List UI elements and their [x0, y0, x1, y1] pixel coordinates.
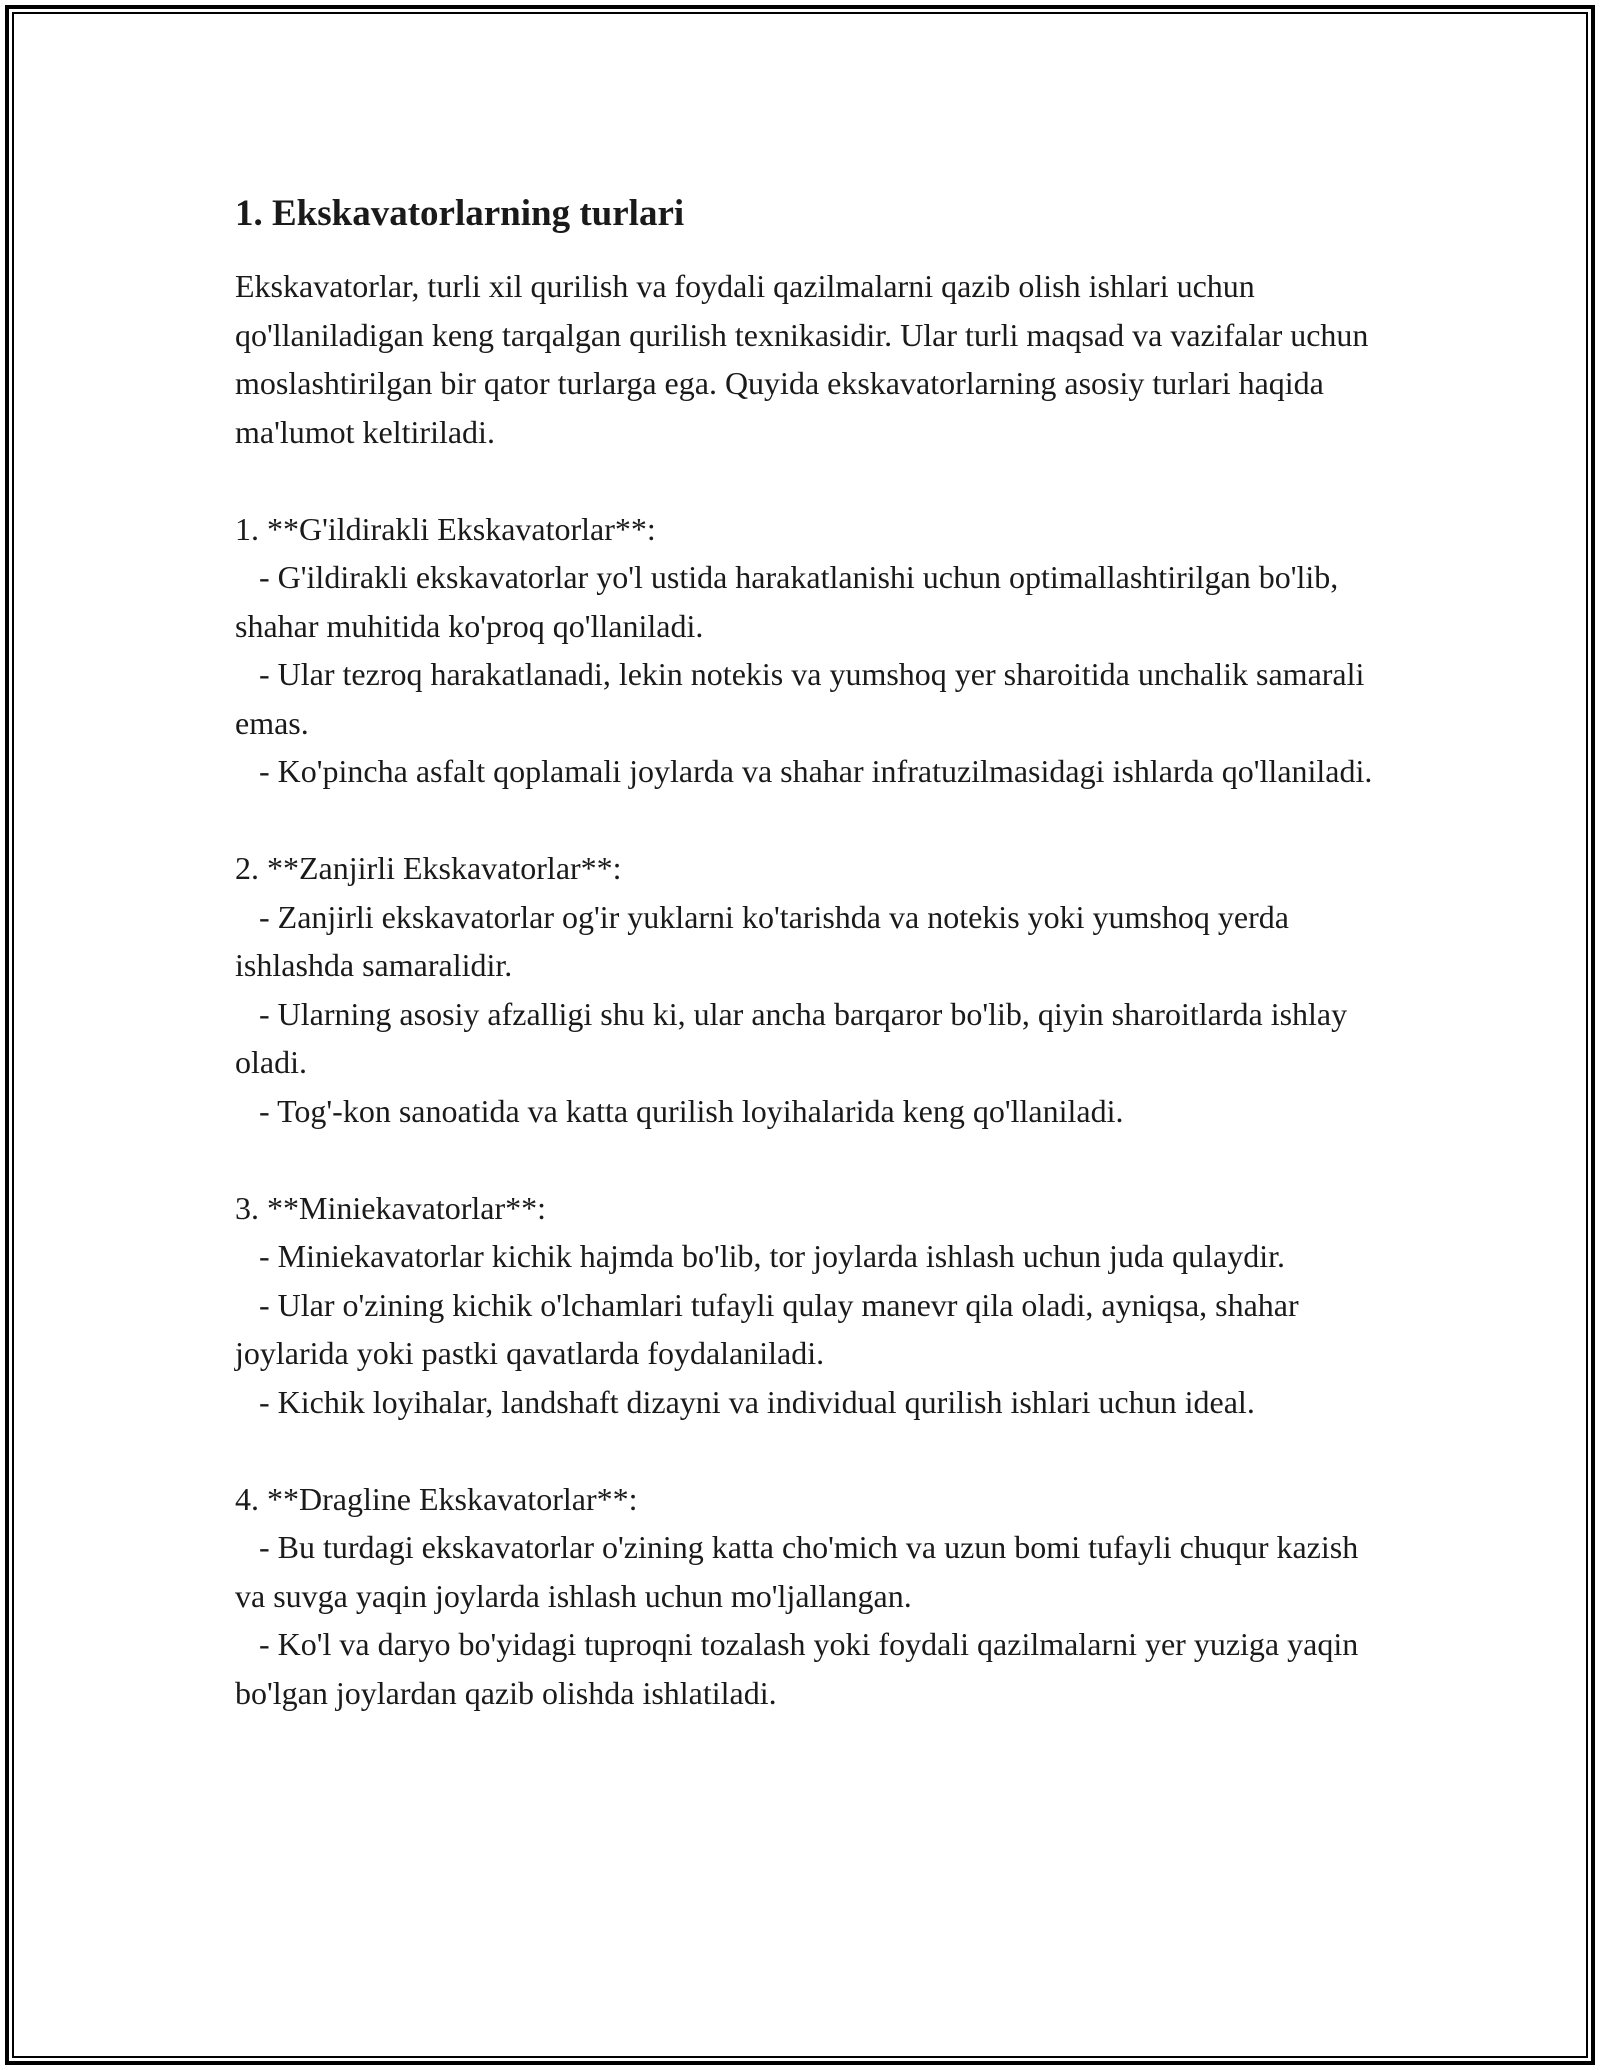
document-title: 1. Ekskavatorlarning turlari	[235, 193, 685, 234]
document-body	[235, 186, 1375, 1717]
section-title: 4. **Dragline Ekskavatorlar**:	[235, 1480, 638, 1517]
intro-paragraph: Ekskavatorlar, turli xil qurilish va foydali qazilmalarni qazib olish ishlari uchun qo'llaniladigan keng tarqalgan qurilish texnikasidir. Ular turli maqsad va vazifalar uchun moslashtirilgan bir qator turlarga ega. Quyida ekskavatorlarning asosiy turlari haqida ma'lumot keltiriladi.	[235, 268, 1377, 450]
bullet-item: - Tog'-kon sanoatida va katta qurilish loyihalarida keng qo'llaniladi.	[235, 1092, 1124, 1129]
bullet-item: - Miniekavatorlar kichik hajmda bo'lib, tor joylarda ishlash uchun juda qulaydir.	[235, 1238, 1285, 1274]
bullet-item: - G'ildirakli ekskavatorlar yo'l ustida harakatlanishi uchun optimallashtirilgan bo'lib, shahar muhitida ko'proq qo'llaniladi.	[235, 559, 1347, 644]
bullet-item: - Ularning asosiy afzalligi shu ki, ular ancha barqaror bo'lib, qiyin sharoitlarda ishlay oladi.	[235, 995, 1356, 1080]
section-title: 2. **Zanjirli Ekskavatorlar**:	[235, 850, 622, 886]
bullet-item: - Kichik loyihalar, landshaft dizayni va individual qurilish ishlari uchun ideal.	[235, 1383, 1255, 1420]
section-title: 3. **Miniekavatorlar**:	[235, 1189, 547, 1226]
bullet-item: - Ko'l va daryo bo'yidagi tuproqni tozalash yoki foydali qazilmalarni yer yuziga yaqin bo'lgan joylardan qazib olishda ishlatiladi.	[235, 1626, 1367, 1711]
section-mini-excavators	[235, 1184, 1375, 1427]
bullet-item: - Zanjirli ekskavatorlar og'ir yuklarni ko'tarishda va notekis yoki yumshoq yerda ishlashda samaralidir.	[235, 898, 1297, 983]
section-dragline-excavators	[235, 1475, 1375, 1718]
section-wheeled-excavators	[235, 505, 1375, 796]
bullet-item: - Ko'pincha asfalt qoplamali joylarda va shahar infratuzilmasidagi ishlarda qo'llaniladi.	[235, 753, 1373, 789]
bullet-item: - Bu turdagi ekskavatorlar o'zining katta cho'mich va uzun bomi tufayli chuqur kazish va suvga yaqin joylarda ishlash uchun mo'ljallangan.	[235, 1529, 1367, 1614]
bullet-item: - Ular o'zining kichik o'lchamlari tufayli qulay manevr qila oladi, ayniqsa, shahar joylarida yoki pastki qavatlarda foydalaniladi.	[235, 1286, 1307, 1371]
section-title: 1. **G'ildirakli Ekskavatorlar**:	[235, 510, 656, 547]
bullet-item: - Ular tezroq harakatlanadi, lekin notekis va yumshoq yer sharoitida unchalik samarali emas.	[235, 656, 1373, 741]
section-crawler-excavators	[235, 844, 1375, 1135]
